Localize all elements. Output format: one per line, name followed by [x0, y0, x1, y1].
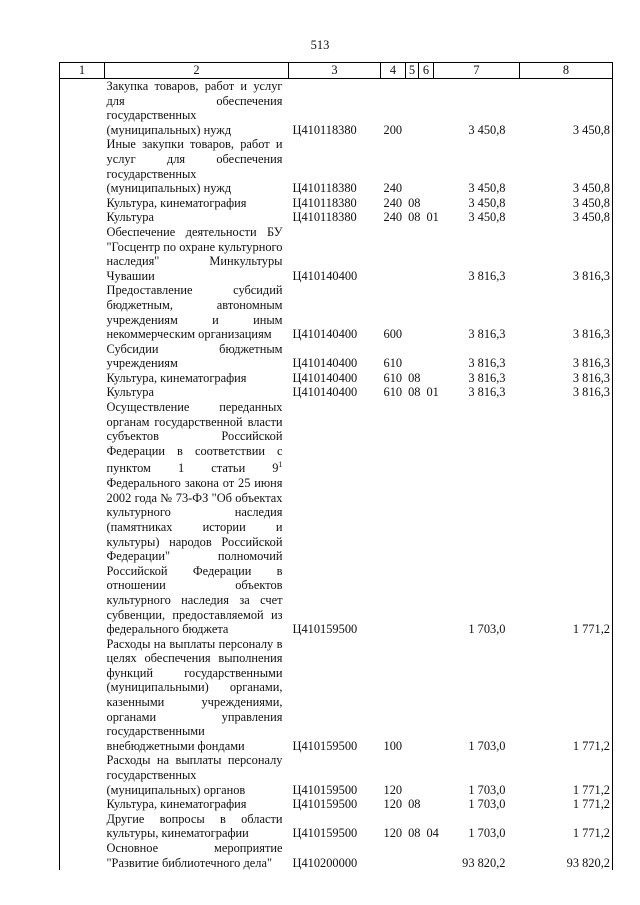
classifier-vr: 600: [383, 327, 403, 342]
empty-cell: [60, 342, 105, 371]
row-classifier: [381, 79, 434, 138]
row-amount-col8: 1 771,2: [520, 812, 613, 841]
column-number: 3: [289, 63, 381, 79]
row-code: Ц410159500: [292, 782, 358, 797]
empty-cell: [60, 137, 105, 195]
row-code: Ц410140400: [292, 327, 358, 342]
row-classifier: [381, 283, 434, 341]
empty-cell: [60, 400, 105, 637]
row-code: Ц410200000: [292, 855, 358, 870]
table-row: [60, 283, 613, 341]
row-amount-col7: 3 450,8: [468, 210, 506, 225]
column-number: 6: [419, 63, 434, 79]
row-code: Ц410118380: [292, 181, 357, 196]
empty-cell: [60, 385, 105, 400]
table-row: [60, 812, 613, 841]
empty-cell: [60, 210, 105, 225]
row-code: Ц410140400: [292, 385, 358, 400]
row-classifier: [381, 137, 434, 195]
table-row: [60, 342, 613, 371]
row-classifier: [381, 210, 439, 225]
row-name: Осуществление переданных органам государственной власти субъектов Российской Федерации в соответствии с пунктом 1 статьи $9^1$ Федерального закона от 25 июня 2002 года № 73-ФЗ "Об объектах культурного наследия (памятниках истории и культуры) народов Российской Федерации" полномочий Российской Федерации в отношении объектов культурного наследия за счет субвенции, предоставляемой из федерального бюджета: [106, 400, 283, 637]
row-amount-col7: 1 703,0: [468, 782, 506, 797]
empty-cell: [60, 79, 105, 138]
row-amount-col8: 3 450,8: [520, 210, 613, 225]
row-name: Иные закупки товаров, работ и услуг для обеспечения государственных (муниципальных) нужд: [106, 137, 283, 196]
empty-cell: [60, 841, 105, 870]
classifier-vr: 610: [383, 356, 403, 371]
table-row: [60, 371, 613, 386]
column-number-row: [60, 63, 613, 79]
classifier-vr: 240: [383, 210, 403, 225]
row-classifier: [381, 637, 434, 754]
row-amount-col7: 3 450,8: [468, 122, 506, 137]
table-row: [60, 210, 613, 225]
column-number: 7: [434, 63, 520, 79]
row-classifier: [381, 371, 434, 386]
row-name: Культура: [106, 210, 154, 225]
empty-cell: [60, 283, 105, 341]
row-name: Субсидии бюджетным учреждениям: [106, 341, 283, 371]
table-row: [60, 79, 613, 138]
empty-cell: [60, 225, 105, 283]
row-code: Ц410159500: [292, 797, 358, 812]
column-number: 5: [406, 63, 419, 79]
classifier-vr: 120: [383, 782, 403, 797]
table-row: [60, 385, 613, 400]
row-amount-col7: 1 703,0: [468, 738, 506, 753]
row-name: Обеспечение деятельности БУ "Госцентр по охране культурного наследия" Минкультуры Чувашии: [106, 224, 283, 283]
row-name: Расходы на выплаты персоналу государственных (муниципальных) органов: [106, 753, 283, 797]
classifier-pr: 01: [426, 210, 439, 225]
row-amount-col8: 3 450,8: [520, 196, 613, 211]
empty-cell: [60, 812, 105, 841]
row-amount-col8: 1 771,2: [520, 400, 613, 637]
empty-cell: [60, 637, 105, 754]
row-name: Культура, кинематография: [106, 195, 247, 210]
row-code: Ц410159500: [292, 738, 358, 753]
empty-cell: [60, 196, 105, 211]
empty-cell: [60, 371, 105, 386]
row-amount-col8: 3 816,3: [520, 225, 613, 283]
table-row: [60, 841, 613, 870]
row-amount-col8: 3 816,3: [520, 342, 613, 371]
row-amount-col7: 3 816,3: [468, 268, 506, 283]
classifier-vr: 610: [383, 385, 403, 400]
row-name: Предоставление субсидий бюджетным, автономным учреждениям и иным некоммерческим организациям: [106, 283, 283, 342]
row-name: Другие вопросы в области культуры, кинематографии: [106, 811, 283, 841]
classifier-vr: 200: [383, 122, 403, 137]
row-amount-col7: 1 703,0: [468, 826, 506, 841]
row-classifier: [381, 812, 439, 841]
row-classifier: [381, 400, 434, 637]
table-row: [60, 637, 613, 754]
row-name: Расходы на выплаты персоналу в целях обеспечения выполнения функций государственными (муниципальными) органами, казенными учреждениями, органами управления государственными внебюджетными фондами: [106, 636, 283, 753]
classifier-pr: 04: [426, 826, 439, 841]
row-code: Ц410140400: [292, 370, 358, 385]
row-code: Ц410159500: [292, 622, 358, 637]
row-amount-col8: 1 771,2: [520, 637, 613, 754]
page-number: 513: [310, 38, 330, 52]
table-row: [60, 196, 613, 211]
row-amount-col8: 3 816,3: [520, 371, 613, 386]
row-classifier: [381, 385, 439, 400]
row-name: Основное мероприятие "Развитие библиотечного дела": [106, 841, 283, 870]
row-code: Ц410140400: [292, 356, 358, 371]
row-code: Ц410140400: [292, 268, 358, 283]
classifier-rz: 08: [408, 797, 421, 812]
table-row: [60, 225, 613, 283]
classifier-rz: 08: [408, 195, 421, 210]
classifier-rz: 08: [408, 385, 421, 400]
classifier-pr: 01: [426, 385, 439, 400]
row-code: Ц410118380: [292, 122, 357, 137]
row-code: Ц410118380: [292, 195, 357, 210]
row-amount-col7: 3 816,3: [468, 327, 506, 342]
row-classifier: [381, 797, 434, 812]
row-amount-col8: 93 820,2: [520, 841, 613, 870]
classifier-vr: 240: [383, 181, 403, 196]
row-classifier: [381, 841, 434, 870]
table-row: [60, 797, 613, 812]
classifier-rz: 08: [408, 210, 421, 225]
row-classifier: [381, 196, 434, 211]
row-name: Закупка товаров, работ и услуг для обеспечения государственных (муниципальных) нужд: [106, 79, 283, 137]
empty-cell: [60, 797, 105, 812]
classifier-vr: 240: [383, 195, 403, 210]
classifier-vr: 120: [383, 797, 403, 812]
column-number: 8: [520, 63, 613, 79]
classifier-rz: 08: [408, 826, 421, 841]
row-code: Ц410118380: [292, 210, 357, 225]
row-name: Культура: [106, 385, 154, 400]
row-code: Ц410159500: [292, 826, 358, 841]
row-amount-col8: 3 816,3: [520, 385, 613, 400]
table-row: [60, 753, 613, 797]
column-number: 1: [60, 63, 105, 79]
row-amount-col7: 3 450,8: [468, 195, 506, 210]
row-amount-col7: 3 450,8: [468, 181, 506, 196]
table-row: [60, 400, 613, 637]
row-amount-col8: 3 450,8: [520, 137, 613, 195]
row-amount-col7: 3 816,3: [468, 370, 506, 385]
classifier-rz: 08: [408, 370, 421, 385]
row-amount-col7: 3 816,3: [468, 385, 506, 400]
row-classifier: [381, 342, 434, 371]
budget-table: [59, 62, 613, 870]
row-amount-col7: 1 703,0: [468, 797, 506, 812]
row-amount-col8: 1 771,2: [520, 753, 613, 797]
row-classifier: [381, 753, 434, 797]
row-classifier: [381, 225, 434, 283]
classifier-vr: 100: [383, 738, 403, 753]
row-amount-col8: 3 816,3: [520, 283, 613, 341]
column-number: 4: [381, 63, 406, 79]
table-row: [60, 137, 613, 195]
classifier-vr: 120: [383, 826, 403, 841]
row-amount-col8: 1 771,2: [520, 797, 613, 812]
empty-cell: [60, 753, 105, 797]
classifier-vr: 610: [383, 370, 403, 385]
row-name: Культура, кинематография: [106, 797, 247, 812]
row-amount-col7: 1 703,0: [468, 622, 506, 637]
row-amount-col7: 93 820,2: [462, 855, 506, 870]
row-amount-col8: 3 450,8: [520, 79, 613, 138]
column-number: 2: [105, 63, 289, 79]
row-amount-col7: 3 816,3: [468, 356, 506, 371]
row-name: Культура, кинематография: [106, 370, 247, 385]
